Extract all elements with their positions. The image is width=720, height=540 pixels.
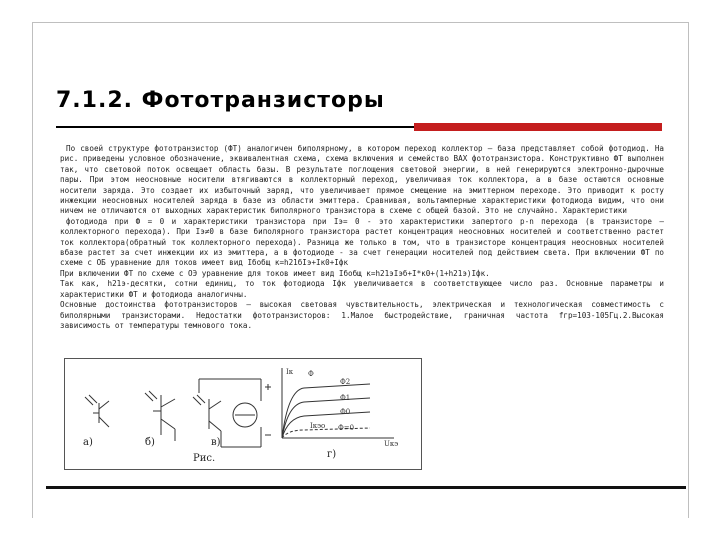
- graph-curve-label: Iкэо: [310, 422, 326, 430]
- slide-title: 7.1.2. Фототранзисторы: [56, 88, 385, 113]
- graph-zero-label: Ф=0: [338, 424, 355, 432]
- phototransistor-symbol: [85, 395, 109, 427]
- figure-label-b: б): [145, 437, 155, 448]
- graph-curve-label: Ф0: [340, 408, 351, 416]
- switching-circuit: [193, 379, 271, 447]
- slide-frame-right: [688, 22, 689, 518]
- equivalent-circuit: [145, 391, 175, 441]
- paragraph: По своей структуре фототранзистор (ФТ) аналогичен биполярному, в котором переход коллектор – база представляет собой фотодиод. На рис. приведены условное обозначение, эквивалентная схема, схема включения и семейство ВАХ фототранзистора. Конструктивно ФТ выполнен так, что световой поток освещает область базы. В результате поглощения световой энергии, в ней генерируются электронно-дырочные пары. При этом неосновные носители втягиваются в коллекторный переход, увеличивая ток коллектора, а в базе остаются основные носители заряда. Это создает их избыточный заряд, что увеличивает прямое смещение на эмиттерном переходе. Это приводит к росту инжекции неосновных носителей заряда в базе из области эмиттера. Сравнивая, вольтамперные характеристики фотодиода видим, что они ничем не отличаются от выходных характеристик биполярного транзистора в схеме с общей базой. Это не случайно. Характеристики: [60, 144, 664, 216]
- vac-curves: [274, 364, 398, 452]
- figure-label-a: а): [83, 437, 93, 448]
- graph-curve-label: Ф2: [340, 378, 351, 386]
- vac-graph: [274, 364, 398, 452]
- graph-x-label: Uкэ: [384, 440, 399, 448]
- paragraph: Так как, h21э-десятки, сотни единиц, то ток фотодиода Iфк увеличивается в соответствующее число раз. Основные параметры и характеристики ФТ и фотодиода аналогичны.: [60, 279, 664, 299]
- graph-y-label: Iк: [286, 368, 294, 376]
- bottom-rule: [46, 486, 686, 489]
- figure-label-v: в): [211, 437, 221, 448]
- paragraph: фотодиода при Ф = 0 и характеристики транзистора при Iэ= 0 - это характеристики запертого p-n перехода (в транзисторе – коллекторного перехода). При Iэ≠0 в базе биполярного транзистора растет концентрация неосновных носителей и соответственно растет ток коллектора(обратный ток коллекторного перехода). Разница же только в том, что в транзисторе концентрация неосновных носителей вбазе растет за счет инжекции их из эмиттера, а в фотодиоде - за счет генерации носителей под действием света. При включении ФТ по схеме с ОБ уравнение для токов имеет вид Iбобщ к=h21бIэ+Iк0+Iфк: [60, 216, 664, 268]
- figure-label-g: г): [327, 449, 337, 460]
- slide-frame-left: [32, 22, 33, 518]
- graph-top-label: Ф: [308, 370, 314, 378]
- body-text: [60, 144, 664, 331]
- slide-frame-top: [32, 22, 688, 23]
- figure-caption: Рис.: [193, 453, 216, 464]
- graph-curve-label: Ф1: [340, 394, 351, 402]
- paragraph: При включении ФТ по схеме с ОЭ уравнение для токов имеет вид Iбобщ к=h21эIэб+I*к0+(1+h21э)Iфк.: [60, 268, 490, 278]
- title-underline: [56, 126, 414, 128]
- title-accent-bar: [414, 123, 662, 131]
- paragraph: Основные достоинства фототранзисторов – высокая световая чувствительность, электрическая и технологическая совместимость с биполярными транзисторами. Недостатки фототранзисторов: 1.Малое быстродействие, граничная частота fгр=103-105Гц.2.Высокая зависимость от температуры темнового тока.: [60, 300, 664, 330]
